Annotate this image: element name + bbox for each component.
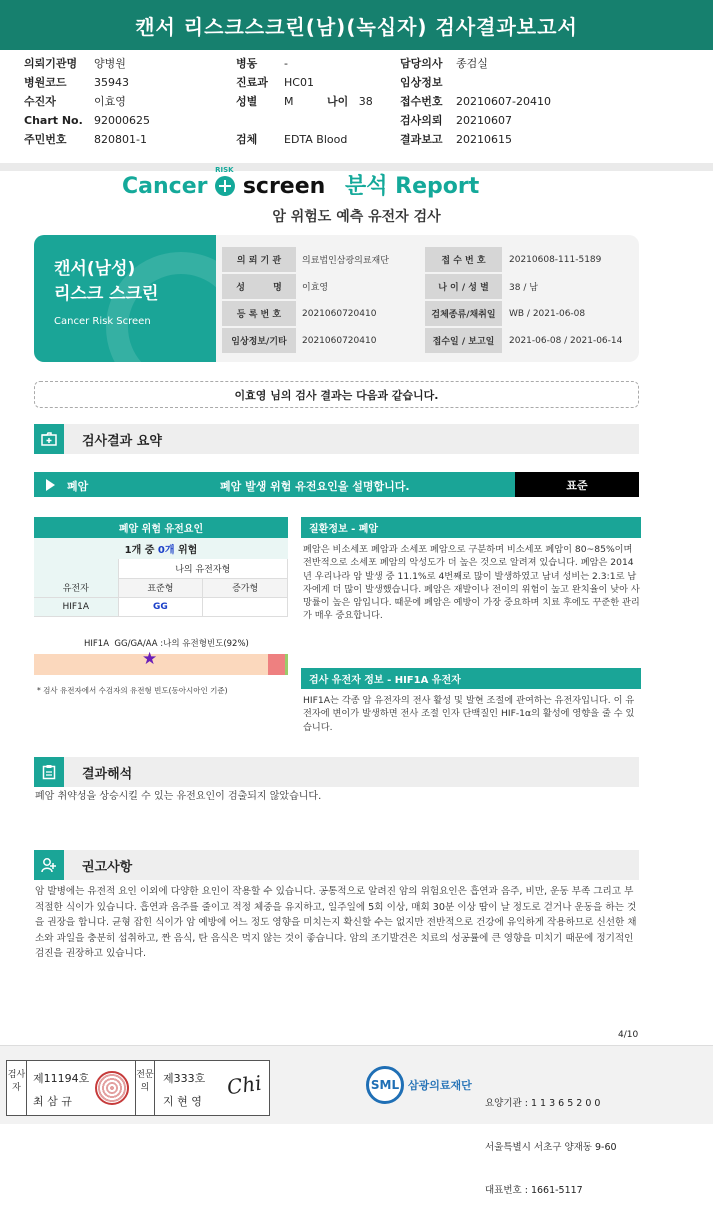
logo-screen: screen: [242, 174, 326, 199]
info-label: 의 뢰 기 관: [222, 247, 296, 272]
summary-title: 검사결과 요약: [82, 433, 162, 449]
info-label: 임상정보/기타: [222, 328, 296, 353]
doctor-no: 제333호: [163, 1072, 206, 1085]
header-field: [400, 92, 551, 111]
disease-info-panel: [301, 517, 641, 623]
frequency-bar: [34, 649, 288, 675]
info-value: 2021060720410: [302, 335, 377, 346]
header-field: [24, 92, 150, 111]
header-value: EDTA Blood: [284, 133, 348, 146]
doctor-label: 전문의: [135, 1061, 155, 1115]
medical-folder-icon: [34, 424, 64, 454]
freq-note: * 검사 유전자에서 수검자의 유전형 빈도(동아시아인 기준): [37, 686, 228, 695]
header-label: 수진자: [24, 95, 56, 108]
header-value: 35943: [94, 76, 129, 89]
gene-info-text: HIF1A는 각종 암 유전자의 전사 활성 및 발현 조절에 관여하는 유전자입니다. 이 유전자에 변이가 발생하면 전사 조절 인자 단백질인 HIF-1α의 활성에 영향을 줄 수 있습니다.: [303, 695, 635, 733]
age-value: 38: [358, 95, 373, 108]
inspector-label: 검사자: [7, 1061, 27, 1115]
header-field: [236, 111, 347, 130]
header-label: 주민번호: [24, 133, 67, 146]
info-value: 이효영: [302, 283, 329, 293]
risk-factor-panel: [34, 517, 288, 617]
col-gene: 유전자: [34, 578, 118, 597]
info-value: 38 / 남: [509, 283, 538, 293]
risk-level: 표준: [515, 472, 639, 497]
recommendation-title: 권고사항: [82, 859, 133, 875]
row-standard: GG: [118, 597, 203, 616]
header-label: 검사의뢰: [400, 114, 443, 127]
disease-info-title: 질환정보 - 폐암: [301, 517, 641, 538]
header-label: 의뢰기관명: [24, 57, 78, 70]
factor-title: 폐암 위험 유전요인: [34, 517, 288, 538]
star-marker-icon: ★: [142, 649, 158, 669]
genotype-table: [34, 559, 288, 617]
phone: 대표번호 : 1661-5117: [485, 1185, 583, 1196]
interpretation-text: 폐암 취약성을 상승시킬 수 있는 유전요인이 검출되지 않았습니다.: [35, 791, 322, 802]
contact-info: [485, 1068, 617, 1228]
sml-logo: [366, 1066, 472, 1104]
logo-bunseok: 분석: [344, 174, 388, 199]
info-label: 접수일 / 보고일: [425, 328, 502, 353]
institution-code: 요양기관 : 1 1 3 6 5 2 0 0: [485, 1098, 601, 1109]
header-label: Chart No.: [24, 114, 83, 127]
frequency-end-marker: [285, 654, 288, 675]
info-value: WB / 2021-06-08: [509, 308, 586, 319]
count-num: 0개: [157, 545, 175, 556]
gene-info-panel: [301, 668, 641, 734]
header-value: 820801-1: [94, 133, 147, 146]
logo-cancer: Cancer: [122, 174, 208, 199]
inspector-no: 제11194호: [33, 1072, 90, 1085]
header-label: 임상정보: [400, 76, 443, 89]
info-label: 접 수 번 호: [425, 247, 502, 272]
header-label: 진료과: [236, 76, 268, 89]
summary-header: [34, 424, 639, 454]
header-field: [400, 111, 551, 130]
product-name-1: 캔서(남성): [54, 259, 136, 279]
logo-risk: RISK: [215, 166, 234, 174]
header-value: 양병원: [94, 57, 126, 70]
signature: Chi: [225, 1070, 264, 1100]
info-label: 나 이 / 성 별: [425, 274, 502, 299]
freq-label: HIF1A GG/GA/AA :나의 유전형빈도(92%): [84, 639, 249, 649]
lung-desc: 폐암 발생 위험 유전요인을 설명합니다.: [220, 480, 410, 493]
signature-box: [6, 1060, 270, 1116]
header-field: [400, 54, 551, 73]
header-value: 20210607-20410: [456, 95, 551, 108]
header-value: HC01: [284, 76, 314, 89]
my-genotype-header: 나의 유전자형: [118, 559, 288, 578]
header-label: 검체: [236, 133, 258, 146]
header-field: [24, 130, 150, 149]
risk-icon: [215, 166, 235, 196]
header-field: [400, 130, 551, 149]
age-field: [327, 92, 373, 111]
header-value: 92000625: [94, 114, 150, 127]
gene-info-title: 검사 유전자 정보 - HIF1A 유전자: [301, 668, 641, 689]
header-label: 병동: [236, 57, 258, 70]
row-increase: [203, 597, 288, 616]
header-value: 20210615: [456, 133, 512, 146]
count-suffix: 위험: [174, 545, 198, 556]
info-value: 20210608-111-5189: [509, 254, 602, 265]
header-col1: [24, 54, 150, 149]
header-field: [236, 130, 347, 149]
header-field: [236, 54, 347, 73]
header-field: [24, 73, 150, 92]
recommendation-header: [34, 850, 639, 880]
header-label: 접수번호: [400, 95, 443, 108]
clipboard-icon: [34, 757, 64, 787]
header-value: 20210607: [456, 114, 512, 127]
header-field: [24, 111, 150, 130]
doctor-icon: [34, 850, 64, 880]
seal-stamp: [95, 1071, 129, 1105]
interpretation-title: 결과해석: [82, 766, 133, 782]
inspector-name: 최 삼 규: [33, 1095, 72, 1108]
header-label: 성별: [236, 95, 258, 108]
count-prefix: 1개 중: [124, 545, 158, 556]
header-value: 이효영: [94, 95, 126, 108]
header-label: 결과보고: [400, 133, 443, 146]
col-standard: 표준형: [118, 578, 203, 597]
info-value: 2021-06-08 / 2021-06-14: [509, 335, 623, 346]
header-col3: [400, 54, 551, 149]
lung-name: 폐암: [67, 480, 89, 493]
info-value: 의료법인삼광의료재단: [302, 256, 389, 266]
doctor-name: 지 현 영: [163, 1095, 202, 1108]
factor-count: [34, 538, 288, 559]
subtitle: 암 위험도 예측 유전자 검사: [272, 209, 441, 225]
product-card: [34, 235, 216, 362]
foundation-name: 삼광의료재단: [408, 1079, 472, 1092]
lung-risk-bar: [34, 472, 639, 497]
product-name-2: 리스크 스크린: [54, 284, 159, 304]
address: 서울특별시 서초구 양재동 9-60: [485, 1141, 617, 1153]
play-icon: [46, 479, 55, 491]
recommendation-text: 암 발병에는 유전적 요인 이외에 다양한 요인이 작용할 수 있습니다. 공통적으로 알려진 암의 위험요인은 흡연과 음주, 비만, 운동 부족 그리고 부적절한 식이가 있습니다. 흡연과 음주를 줄이고 적정 체중을 유지하고, 일주일에 5회 이상, 매회 30분 이상 땀이 날 정도로 걷거나 운동을 하는 것을 권장을 합니다. 균형 잡힌 식이가 암 예방에 어느 정도 영향을 미치는지 확신할 수는 없지만 전반적으로 건강에 유익하게 작용하므로 신선한 채소와 과일을 충분히 섭취하고, 짠 음식, 탄 음식은 먹지 않는 것이 좋습니다. 암의 조기발견은 치료의 성공률에 큰 영향을 미치기 때문에 정기적인 검진을 권장하고 있습니다.: [35, 886, 637, 959]
patient-info-table: [216, 235, 639, 362]
col-increase: 증가형: [203, 578, 288, 597]
header-value: M: [284, 95, 294, 108]
cancer-screen-logo: [122, 166, 480, 200]
row-gene: HIF1A: [34, 597, 118, 616]
interpretation-header: [34, 757, 639, 787]
info-value: 2021060720410: [302, 308, 377, 319]
product-name-en: Cancer Risk Screen: [54, 316, 151, 327]
disease-info-text: 폐암은 비소세포 폐암과 소세포 폐암으로 구분하며 비소세포 폐암이 80~85%이며 전반적으로 소세포 폐암의 악성도가 더 높은 것으로 알려져 있습니다. 폐암은 2014년 우리나라 암 발생 중 11.1%로 4번째로 많이 발생하였고 남녀 성비는 2.3:1로 남자에게 더 많이 발생했습니다. 폐암은 재발이나 전이의 위험이 높고 완치율이 낮아 사망률이 높은 암입니다. 때문에 폐암은 예방이 가장 중요하며 치료 후에도 꾸준한 관리가 매우 중요합니다.: [303, 544, 640, 622]
header-value: -: [284, 57, 288, 70]
header-label: 담당의사: [400, 57, 443, 70]
info-label: 성 명: [222, 274, 296, 299]
age-label: 나이: [327, 95, 349, 108]
report-title: 캔서 리스크스크린(남)(녹십자) 검사결과보고서: [0, 0, 713, 50]
header-value: 종검실: [456, 57, 488, 70]
info-label: 등 록 번 호: [222, 301, 296, 326]
header-field: [400, 73, 551, 92]
header-field: [24, 54, 150, 73]
header-field: [236, 73, 347, 92]
info-label: 검체종류/채취일: [425, 301, 502, 326]
header-label: 병원코드: [24, 76, 67, 89]
intro-text: 이효영 님의 검사 결과는 다음과 같습니다.: [34, 381, 639, 408]
footer: [0, 1045, 713, 1196]
sml-mark-icon: SML: [366, 1066, 404, 1104]
logo-report: Report: [395, 174, 480, 199]
page-number: 4/10: [618, 1030, 639, 1040]
